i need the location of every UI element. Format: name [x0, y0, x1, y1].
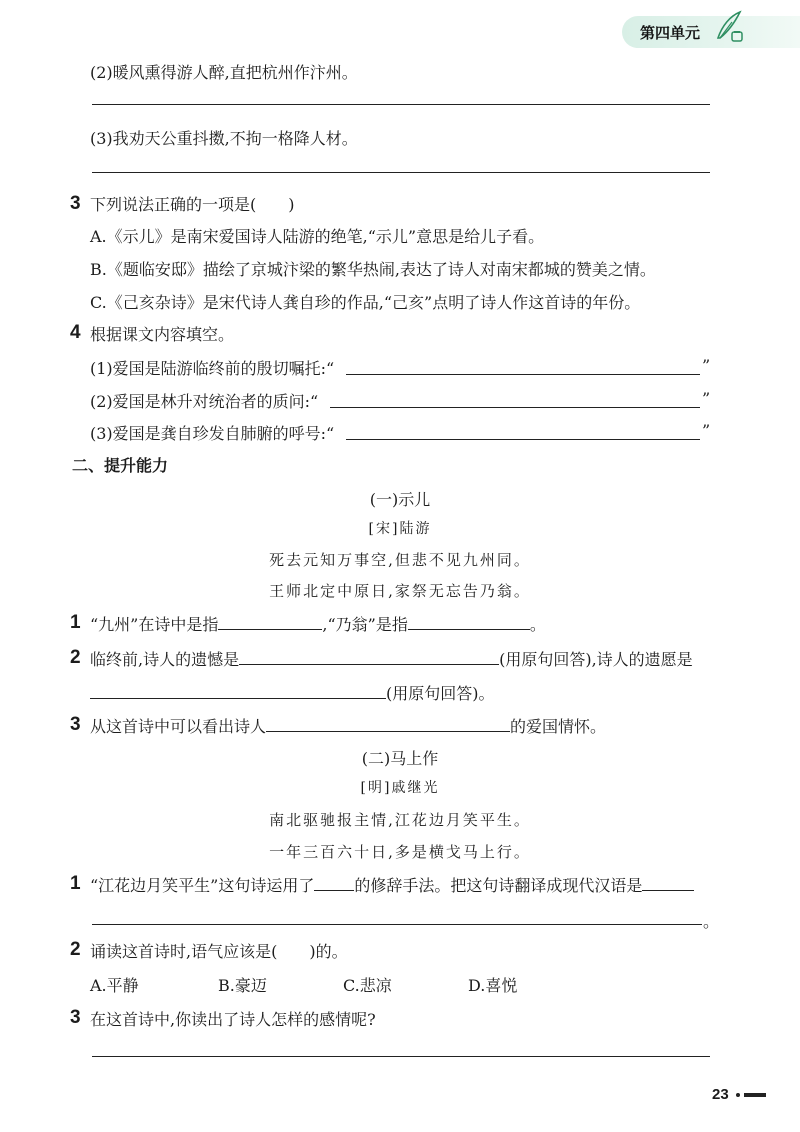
close-quote: ” [702, 421, 711, 440]
answer-blank[interactable] [642, 876, 694, 891]
question-stem [90, 192, 295, 215]
question-text: 的修辞手法。把这句诗翻译成现代汉语是 [354, 876, 643, 895]
question-text: (用原句回答),诗人的遗愿是 [499, 650, 693, 669]
answer-blank[interactable] [218, 615, 322, 630]
question-stem: 根据课文内容填空。 [90, 325, 235, 344]
page-dot [736, 1093, 740, 1097]
question-number: 3 [70, 1007, 81, 1028]
question-text: (用原句回答)。 [386, 684, 495, 703]
period: 。 [703, 912, 720, 931]
poem-line: 一年三百六十日,多是横戈马上行。 [269, 843, 531, 861]
option-a: A.平静 [90, 976, 139, 995]
q2-item-2: (2)暖风熏得游人醉,直把杭州作汴州。 [90, 63, 358, 82]
question-number: 4 [70, 322, 81, 343]
question-text: 诵读这首诗时,语气应该是( [90, 942, 278, 961]
answer-line[interactable] [92, 172, 710, 173]
question-text: “江花边月笑平生”这句诗运用了 [90, 876, 315, 895]
question-stem [90, 612, 546, 635]
fill-item-3: (3)爱国是龚自珍发自肺腑的呼号:“ [90, 424, 335, 443]
answer-blank[interactable] [90, 684, 386, 699]
question-text: 。 [529, 615, 546, 634]
fill-item-1: (1)爱国是陆游临终前的殷切嘱托:“ [90, 359, 335, 378]
answer-line[interactable] [346, 439, 700, 440]
question-stem-cont [90, 681, 495, 704]
close-quote: ” [702, 389, 711, 408]
option-b: B.豪迈 [218, 976, 267, 995]
answer-line[interactable] [346, 374, 700, 375]
question-text: 从这首诗中可以看出诗人 [90, 717, 267, 736]
answer-line[interactable] [330, 407, 700, 408]
question-text: “九州”在诗中是指 [90, 615, 219, 634]
answer-blank[interactable] [266, 717, 510, 732]
question-number: 3 [70, 193, 81, 214]
answer-line[interactable] [92, 1056, 710, 1057]
feather-quill-and-ink-icon [712, 8, 746, 44]
option-c: C.悲凉 [343, 976, 392, 995]
question-number: 1 [70, 873, 81, 894]
question-number: 2 [70, 939, 81, 960]
unit-title: 第四单元 [640, 24, 701, 42]
page-dash [744, 1093, 766, 1097]
answer-blank[interactable] [408, 615, 530, 630]
question-number: 3 [70, 714, 81, 735]
poem-line: 死去元知万事空,但悲不见九州同。 [269, 551, 531, 569]
poem-author: [明]戚继光 [360, 780, 440, 796]
option-c: C.《己亥杂诗》是宋代诗人龚自珍的作品,“己亥”点明了诗人作这首诗的年份。 [90, 293, 641, 312]
option-a: A.《示儿》是南宋爱国诗人陆游的绝笔,“示儿”意思是给儿子看。 [90, 227, 545, 246]
paren-close: ) [288, 195, 295, 214]
question-stem [90, 647, 693, 670]
option-d: D.喜悦 [468, 976, 518, 995]
poem-author: [宋]陆游 [368, 521, 432, 537]
question-number: 2 [70, 647, 81, 668]
poem-title: (一)示儿 [369, 490, 431, 509]
question-stem: 在这首诗中,你读出了诗人怎样的感情呢? [90, 1010, 376, 1029]
answer-blank[interactable] [239, 650, 499, 665]
question-text: )的。 [309, 942, 348, 961]
poem-line: 南北驱驰报主情,江花边月笑平生。 [269, 811, 531, 829]
question-stem [90, 714, 606, 737]
section-heading: 二、提升能力 [72, 456, 169, 475]
question-text: 临终前,诗人的遗憾是 [90, 650, 240, 669]
answer-line[interactable] [92, 924, 702, 925]
poem-line: 王师北定中原日,家祭无忘告乃翁。 [269, 582, 531, 600]
page-number: 23 [712, 1086, 729, 1103]
question-stem [90, 939, 348, 962]
option-b: B.《题临安邸》描绘了京城汴梁的繁华热闹,表达了诗人对南宋都城的赞美之情。 [90, 260, 656, 279]
close-quote: ” [702, 356, 711, 375]
answer-blank[interactable] [314, 876, 354, 891]
poem-title: (二)马上作 [361, 749, 439, 768]
question-number: 1 [70, 612, 81, 633]
answer-line[interactable] [92, 104, 710, 105]
question-stem-text: 下列说法正确的一项是( [90, 195, 257, 214]
question-text: 的爱国情怀。 [510, 717, 607, 736]
q2-item-3: (3)我劝天公重抖擞,不拘一格降人材。 [90, 129, 358, 148]
fill-item-2: (2)爱国是林升对统治者的质问:“ [90, 392, 319, 411]
question-text: ,“乃翁”是指 [322, 615, 408, 634]
question-stem [90, 873, 694, 896]
